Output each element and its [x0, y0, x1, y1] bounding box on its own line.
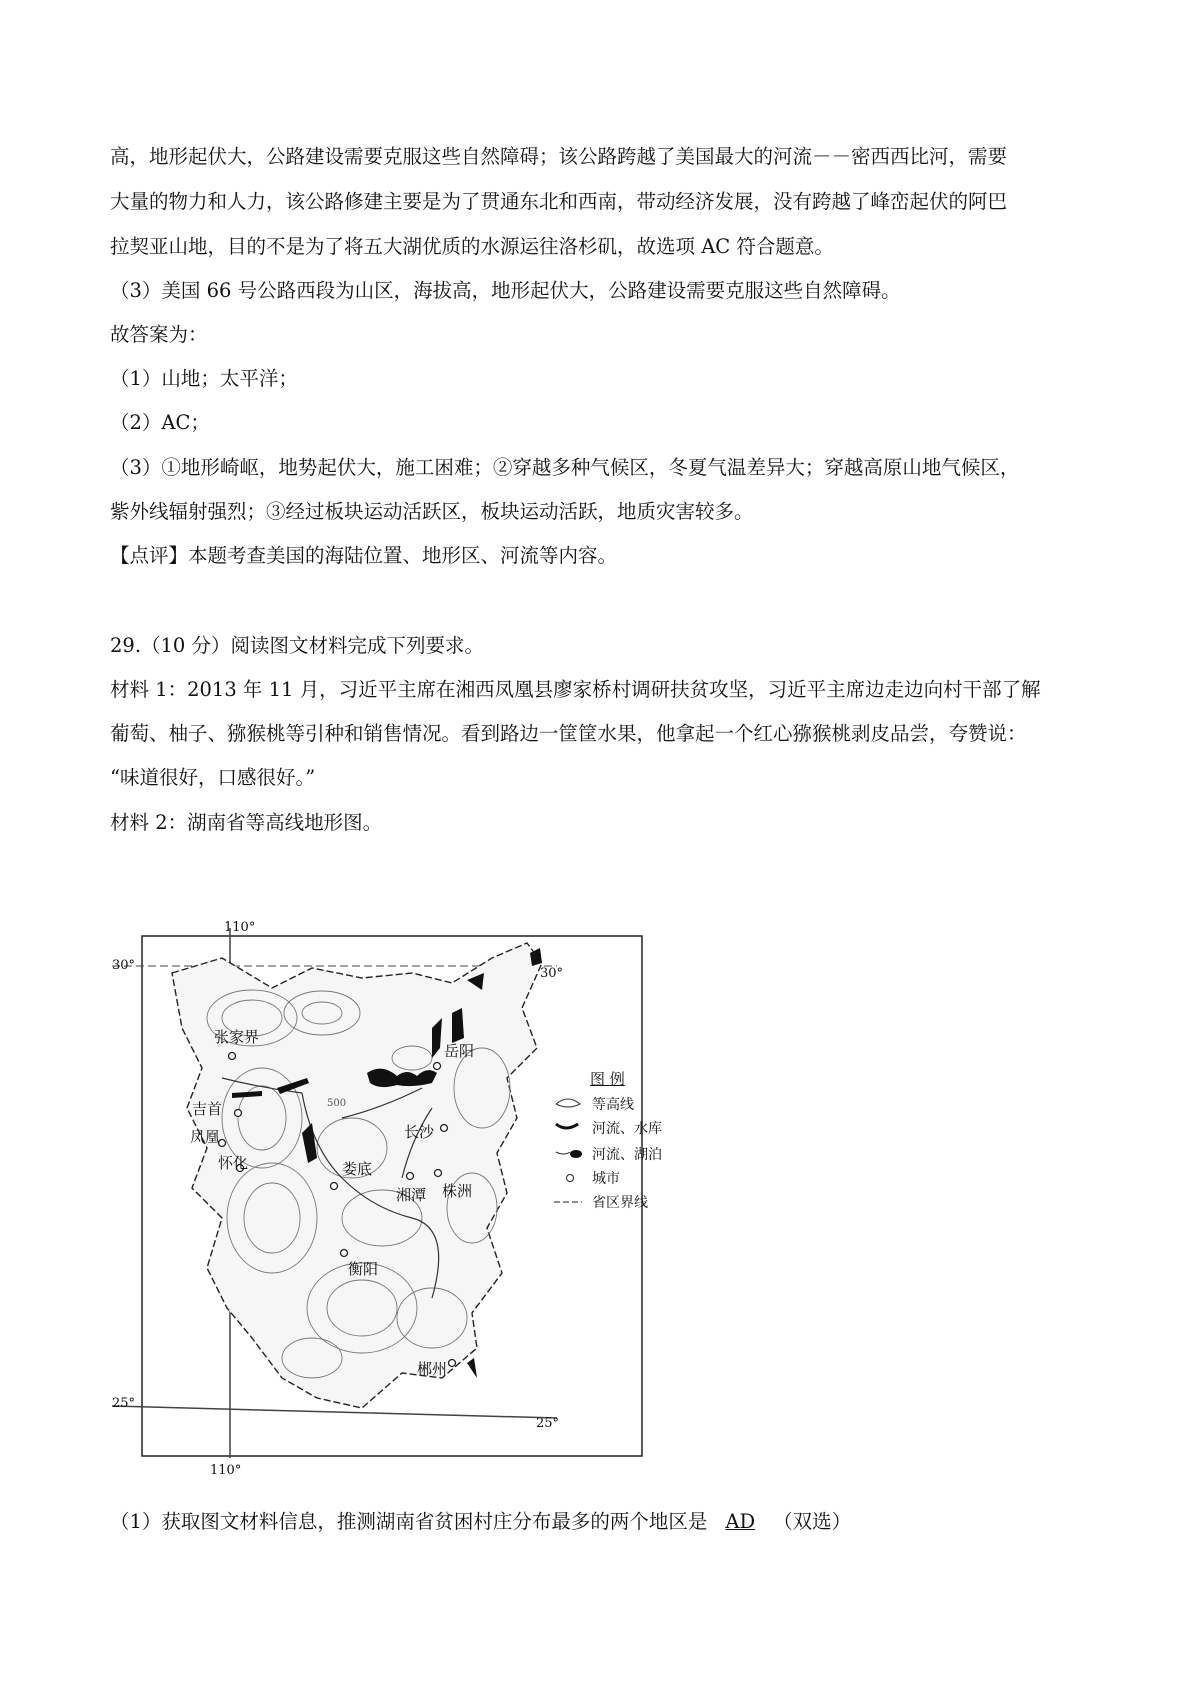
legend-contour: 等高线	[592, 1097, 634, 1113]
latitude-label: 25°	[112, 1396, 136, 1411]
material-1-line: 材料 1：2013 年 11 月，习近平主席在湘西凤凰县廖家桥村调研扶贫攻坚，习近平主席边走边向村干部了解	[110, 678, 1041, 701]
legend-river-reservoir: 河流、水库	[592, 1121, 662, 1137]
paragraph-line: （1）山地；太平洋；	[110, 367, 298, 390]
paragraph-line: 高，地形起伏大，公路建设需要克服这些自然障碍；该公路跨越了美国最大的河流－－密西西比河，需要	[110, 145, 1008, 168]
city-label: 凤凰	[190, 1128, 221, 1146]
legend-city: 城市	[592, 1171, 620, 1187]
question-1-prefix: （1）获取图文材料信息，推测湖南省贫困村庄分布最多的两个地区是	[110, 1510, 708, 1533]
city-label: 株洲	[442, 1182, 473, 1200]
legend-title: 图 例	[590, 1070, 625, 1088]
question-1-answer: AD	[725, 1510, 756, 1533]
material-1-line: “味道很好，口感很好。”	[110, 766, 316, 789]
paragraph-line: 大量的物力和人力，该公路修建主要是为了贯通东北和西南，带动经济发展，没有跨越了峰峦起伏的阿巴	[110, 190, 1008, 213]
contour-value-label: 500	[327, 1098, 347, 1109]
question-29-heading: 29.（10 分）阅读图文材料完成下列要求。	[110, 634, 485, 657]
latitude-label: 30°	[112, 958, 136, 973]
material-2-line: 材料 2：湖南省等高线地形图。	[110, 811, 383, 834]
city-label: 张家界	[214, 1028, 260, 1046]
legend-river-lake: 河流、湖泊	[592, 1147, 662, 1163]
comment-line: 【点评】本题考查美国的海陆位置、地形区、河流等内容。	[110, 544, 618, 567]
map-legend	[552, 1068, 672, 1238]
paragraph-line: 故答案为：	[110, 323, 208, 346]
city-label: 长沙	[404, 1123, 435, 1141]
paragraph-line: （3）①地形崎岖，地势起伏大，施工困难；②穿越多种气候区，冬夏气温差异大；穿越高原山地气候区，	[110, 456, 1020, 479]
material-1-line: 葡萄、柚子、猕猴桃等引种和销售情况。看到路边一筐筐水果，他拿起一个红心猕猴桃剥皮品尝，夸赞说：	[110, 722, 1027, 745]
city-label: 怀化	[218, 1154, 249, 1172]
paragraph-line: 紫外线辐射强烈；③经过板块运动活跃区，板块运动活跃，地质灾害较多。	[110, 500, 754, 523]
question-1-line	[110, 1510, 851, 1533]
longitude-label: 110°	[224, 920, 256, 935]
paragraph-line: （2）AC；	[110, 411, 210, 434]
legend-boundary: 省区界线	[592, 1195, 648, 1211]
city-label: 郴州	[417, 1360, 448, 1378]
question-1-suffix: （双选）	[773, 1510, 852, 1533]
city-label: 衡阳	[348, 1260, 379, 1278]
paragraph-line: （3）美国 66 号公路西段为山区，海拔高，地形起伏大，公路建设需要克服这些自然障碍。	[110, 279, 901, 302]
city-label: 湘潭	[396, 1186, 427, 1204]
paragraph-line: 拉契亚山地，目的不是为了将五大湖优质的水源运往洛杉矶，故选项 AC 符合题意。	[110, 235, 834, 258]
latitude-label: 25°	[536, 1416, 560, 1431]
city-label: 娄底	[342, 1160, 373, 1178]
city-label: 吉首	[192, 1100, 223, 1118]
city-label: 岳阳	[444, 1042, 475, 1060]
latitude-label: 30°	[540, 966, 564, 981]
longitude-label: 110°	[210, 1463, 242, 1478]
hunan-contour-map	[112, 918, 672, 1488]
